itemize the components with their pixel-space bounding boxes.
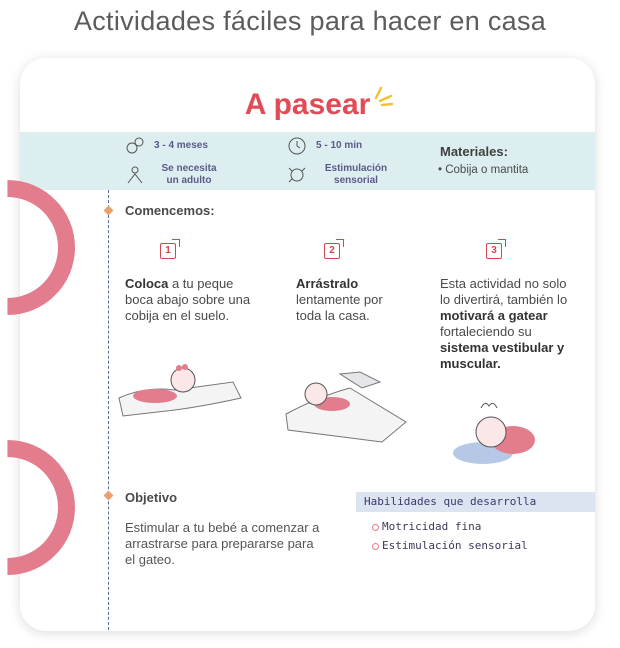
materials-item: • Cobija o mantita [438, 164, 529, 176]
duration-info [286, 136, 362, 156]
info-band [20, 132, 595, 190]
sparkle-icon [372, 84, 396, 108]
timeline-dot [104, 206, 114, 216]
step-number: 3 [486, 243, 502, 259]
skill-type-text: Estimulación sensorial [324, 163, 388, 186]
adult-text: Se necesita un adulto [161, 163, 217, 186]
step-number: 2 [324, 243, 340, 259]
step-3-bold-a: motivará a gatear [440, 308, 548, 323]
skills-header: Habilidades que desarrolla [356, 492, 595, 512]
activity-card [20, 58, 595, 631]
skill-item: Estimulación sensorial [382, 539, 528, 552]
step-2-rest: lentamente por toda la casa. [296, 292, 383, 323]
baby-icon [124, 136, 146, 156]
adult-baby-icon [124, 165, 146, 185]
step-2-bold: Arrástralo [296, 276, 359, 291]
skills-list [382, 520, 528, 558]
dragging-baby-illustration [280, 368, 410, 448]
objective-label: Objetivo [125, 490, 178, 505]
materials-label: Materiales: [440, 144, 508, 159]
step-2-text [296, 276, 406, 324]
steps-section-label: Comencemos: [125, 203, 215, 218]
age-info [124, 136, 208, 156]
age-text: 3 - 4 meses [154, 140, 208, 152]
skill-type-info [286, 163, 396, 186]
timeline-dot [104, 491, 114, 501]
clock-icon [286, 136, 308, 156]
page-title: Actividades fáciles para hacer en casa [73, 6, 547, 36]
step-3-bold-b: sistema vestibular y muscular. [440, 340, 565, 371]
step-3-part-b: fortaleciendo su [440, 324, 532, 339]
step-3-part-a: Esta actividad no solo lo divertirá, también lo [440, 276, 568, 307]
skill-item: Motricidad fina [382, 520, 528, 533]
sensory-icon [286, 165, 308, 185]
step-number: 1 [160, 243, 176, 259]
objective-text: Estimular a tu bebé a comenzar a arrastrarse para prepararse para el gateo. [125, 520, 320, 567]
crawling-baby-illustration [445, 398, 565, 473]
duration-text: 5 - 10 min [316, 140, 363, 152]
step-1-text [125, 276, 255, 324]
baby-on-blanket-illustration [115, 358, 245, 420]
step-1-rest: a tu peque boca abajo sobre una cobija en el suelo. [125, 276, 251, 323]
step-1-bold: Coloca [125, 276, 169, 291]
step-3-text [440, 276, 575, 372]
timeline-line [108, 190, 109, 631]
adult-info [124, 163, 224, 186]
activity-title: A pasear [244, 88, 371, 121]
